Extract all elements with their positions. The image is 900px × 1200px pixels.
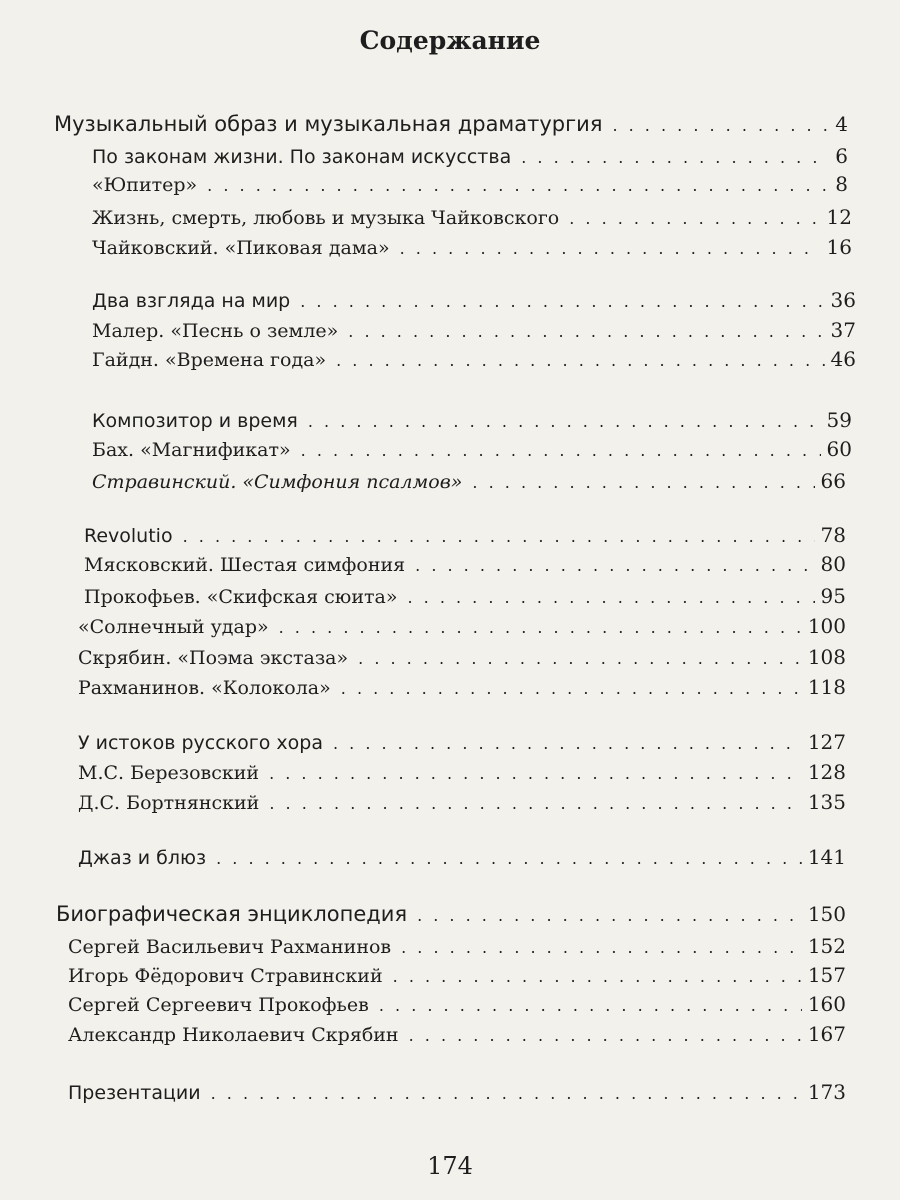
toc-entry-title: Скрябин. «Поэма экстаза»	[78, 647, 349, 669]
toc-entry	[68, 963, 846, 987]
dot-leader	[333, 734, 802, 753]
dot-leader	[183, 527, 815, 546]
toc-entry-title: У истоков русского хора	[78, 732, 323, 754]
toc-entry-title: Игорь Фёдорович Стравинский	[68, 965, 383, 987]
toc-entry-page: 6	[835, 144, 848, 168]
toc-entry-title: Жизнь, смерть, любовь и музыка Чайковского	[92, 207, 560, 229]
toc-entry-title: Д.С. Бортнянский	[78, 792, 260, 814]
dot-leader	[301, 441, 821, 460]
toc-entry-page: 37	[830, 318, 856, 342]
dot-leader	[341, 679, 802, 698]
toc-entry-title: «Юпитер»	[92, 174, 198, 196]
toc-entry-title: Александр Николаевич Скрябин	[68, 1024, 399, 1046]
toc-entry-title: М.С. Березовский	[78, 762, 260, 784]
toc-entry-title: Стравинский. «Симфония псалмов»	[92, 471, 463, 493]
toc-entry	[92, 235, 852, 259]
toc-entry-page: 4	[835, 112, 848, 136]
toc-entry	[68, 934, 846, 958]
toc-entry	[84, 523, 846, 547]
toc-entry-title: Музыкальный образ и музыкальная драматургия	[54, 112, 603, 136]
toc-entry-page: 160	[807, 992, 846, 1016]
toc-entry	[78, 645, 846, 669]
dot-leader	[521, 148, 829, 167]
toc-entry	[92, 318, 856, 342]
toc-entry-title: Малер. «Песнь о земле»	[92, 320, 339, 342]
toc-entry-title: Чайковский. «Пиковая дама»	[92, 237, 390, 259]
dot-leader	[417, 906, 802, 925]
toc-entry	[92, 437, 852, 461]
toc-entry-page: 59	[826, 408, 852, 432]
toc-entry-title: Сергей Васильевич Рахманинов	[68, 936, 392, 958]
toc-entry	[92, 288, 856, 312]
toc-entry	[92, 205, 852, 229]
toc-entry-page: 16	[826, 235, 852, 259]
dot-leader	[401, 938, 802, 957]
dot-leader	[415, 556, 814, 575]
toc-entry-page: 167	[807, 1022, 846, 1046]
toc-entry-page: 95	[820, 584, 846, 608]
toc-entry-page: 66	[820, 469, 846, 493]
dot-leader	[269, 794, 801, 813]
toc-entry-page: 60	[826, 437, 852, 461]
toc-entry	[78, 760, 846, 784]
toc-entry-page: 12	[826, 205, 852, 229]
toc-entry-title: По законам жизни. По законам искусства	[92, 146, 512, 168]
dot-leader	[269, 764, 802, 783]
toc-entry	[92, 144, 848, 168]
dot-leader	[400, 239, 821, 258]
dot-leader	[612, 116, 829, 135]
toc-entry-title: Два взгляда на мир	[92, 290, 291, 312]
dot-leader	[279, 618, 802, 637]
toc-entry	[78, 614, 846, 638]
toc-entry-page: 108	[807, 645, 846, 669]
dot-leader	[216, 849, 802, 868]
toc-entry	[84, 584, 846, 608]
toc-entry-title: Композитор и время	[92, 410, 298, 432]
toc-entry-page: 150	[807, 902, 846, 926]
toc-entry	[92, 408, 852, 432]
dot-leader	[358, 649, 802, 668]
dot-leader	[336, 351, 824, 370]
toc-entry-page: 80	[820, 552, 846, 576]
toc-entry-page: 127	[807, 730, 846, 754]
dot-leader	[211, 1084, 802, 1103]
toc-entry-title: Гайдн. «Времена года»	[92, 349, 327, 371]
toc-entry-title: Мясковский. Шестая симфония	[84, 554, 406, 576]
toc-entry-page: 173	[807, 1080, 846, 1104]
toc-entry-page: 8	[835, 172, 848, 196]
dot-leader	[409, 1026, 802, 1045]
dot-leader	[348, 322, 824, 341]
toc-entry-title: Revolutio	[84, 525, 173, 547]
toc-entry	[68, 1022, 846, 1046]
toc-entry	[56, 902, 846, 926]
toc-entry-title: Презентации	[68, 1082, 201, 1104]
toc-entry	[68, 992, 846, 1016]
dot-leader	[393, 967, 802, 986]
toc-entry	[92, 469, 846, 493]
dot-leader	[472, 473, 814, 492]
toc-entry-page: 152	[807, 934, 846, 958]
toc-entry	[84, 552, 846, 576]
dot-leader	[207, 176, 829, 195]
toc-entry	[92, 172, 848, 196]
toc-entry-page: 157	[807, 963, 846, 987]
toc-entry-page: 128	[807, 760, 846, 784]
toc-entry-page: 78	[820, 523, 846, 547]
toc-entry-title: Биографическая энциклопедия	[56, 902, 408, 926]
toc-entry-page: 46	[830, 347, 856, 371]
page-number: 174	[427, 1152, 473, 1180]
toc-entry	[78, 845, 846, 869]
toc-entry-page: 118	[807, 675, 846, 699]
toc-entry	[78, 790, 846, 814]
toc-entry-title: Рахманинов. «Колокола»	[78, 677, 331, 699]
toc-entry-title: Прокофьев. «Скифская сюита»	[84, 586, 398, 608]
dot-leader	[569, 209, 820, 228]
dot-leader	[407, 588, 814, 607]
toc-entry	[68, 1080, 846, 1104]
toc-entry-page: 100	[807, 614, 846, 638]
toc-entry-title: Джаз и блюз	[78, 847, 207, 869]
toc-entry-title: «Солнечный удар»	[78, 616, 269, 638]
toc-entry-title: Сергей Сергеевич Прокофьев	[68, 994, 369, 1016]
dot-leader	[308, 412, 821, 431]
toc-entry-page: 135	[807, 790, 846, 814]
toc-entry	[92, 347, 856, 371]
toc-entry	[78, 730, 846, 754]
toc-entry	[54, 112, 848, 136]
toc-entry-page: 141	[807, 845, 846, 869]
toc-entry-page: 36	[830, 288, 856, 312]
toc-entry-title: Бах. «Магнификат»	[92, 439, 291, 461]
dot-leader	[300, 292, 824, 311]
page-title: Содержание	[359, 26, 541, 55]
dot-leader	[379, 996, 802, 1015]
toc-entry	[78, 675, 846, 699]
